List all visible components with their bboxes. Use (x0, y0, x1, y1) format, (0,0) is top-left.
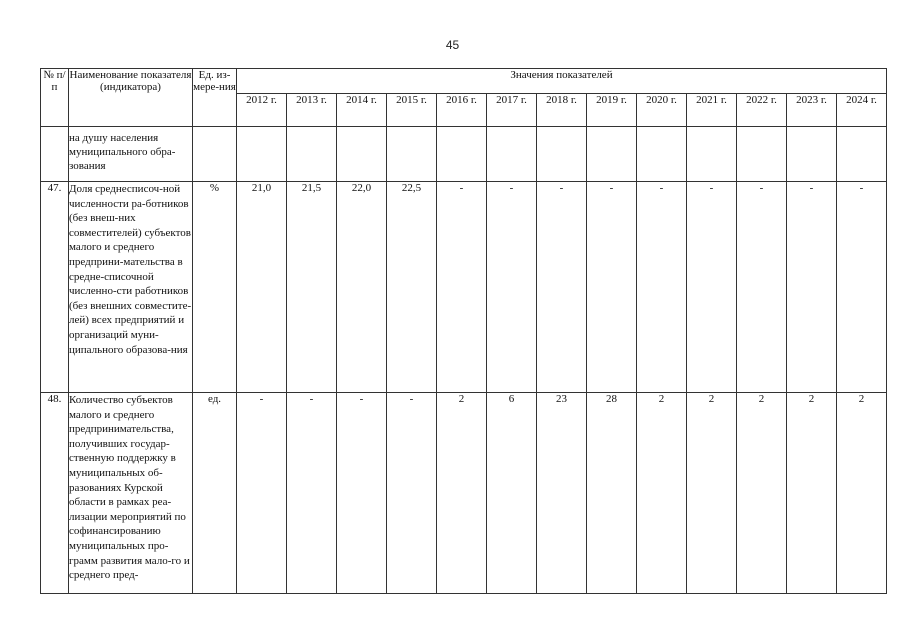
value-cell (437, 127, 487, 182)
value-cell: - (837, 182, 887, 393)
value-cell: 23 (537, 393, 587, 594)
indicator-name: на душу населения муниципального обра-зования (69, 127, 193, 182)
value-cell: 2 (787, 393, 837, 594)
value-cell (237, 127, 287, 182)
value-cell: - (787, 182, 837, 393)
table-row (41, 127, 887, 182)
value-cell: 22,5 (387, 182, 437, 393)
unit-of-measure: ед. (193, 393, 237, 594)
table-row (41, 393, 887, 594)
header-year: 2017 г. (487, 94, 537, 127)
value-cell: 22,0 (337, 182, 387, 393)
value-cell: - (687, 182, 737, 393)
value-cell: 6 (487, 393, 537, 594)
value-cell: - (337, 393, 387, 594)
unit-of-measure: % (193, 182, 237, 393)
header-year: 2015 г. (387, 94, 437, 127)
header-year: 2022 г. (737, 94, 787, 127)
value-cell: 2 (687, 393, 737, 594)
value-cell (487, 127, 537, 182)
header-year: 2019 г. (587, 94, 637, 127)
header-year: 2024 г. (837, 94, 887, 127)
row-number (41, 127, 69, 182)
value-cell: 21,0 (237, 182, 287, 393)
header-year: 2013 г. (287, 94, 337, 127)
value-cell: 28 (587, 393, 637, 594)
value-cell (837, 127, 887, 182)
value-cell: 2 (637, 393, 687, 594)
value-cell: 2 (837, 393, 887, 594)
row-number: 47. (41, 182, 69, 393)
indicator-name: Количество субъектов малого и среднего предпринимательства, получивших государ-ственную поддержку в муниципальных об-разованиях Курской области в рамках реа-лизации мероприятий по софинансированию муниципальных про-грамм развития мало-го и среднего пред- (69, 393, 193, 594)
header-year: 2012 г. (237, 94, 287, 127)
row-number: 48. (41, 393, 69, 594)
header-year: 2023 г. (787, 94, 837, 127)
value-cell: - (287, 393, 337, 594)
value-cell (787, 127, 837, 182)
value-cell: - (737, 182, 787, 393)
value-cell (387, 127, 437, 182)
table-row (41, 182, 887, 393)
value-cell: - (587, 182, 637, 393)
value-cell: 2 (737, 393, 787, 594)
header-year: 2021 г. (687, 94, 737, 127)
value-cell: - (237, 393, 287, 594)
header-values-group: Значения показателей (237, 69, 887, 94)
unit-of-measure (193, 127, 237, 182)
header-unit: Ед. из-мере-ния (193, 69, 237, 127)
value-cell: - (637, 182, 687, 393)
value-cell: 21,5 (287, 182, 337, 393)
value-cell (637, 127, 687, 182)
value-cell (287, 127, 337, 182)
indicators-table (40, 68, 887, 594)
header-num: № п/п (41, 69, 69, 127)
value-cell: - (387, 393, 437, 594)
value-cell (737, 127, 787, 182)
value-cell (537, 127, 587, 182)
header-year: 2018 г. (537, 94, 587, 127)
value-cell (687, 127, 737, 182)
header-year: 2016 г. (437, 94, 487, 127)
header-year: 2020 г. (637, 94, 687, 127)
value-cell (587, 127, 637, 182)
page-number: 45 (445, 38, 460, 52)
value-cell: - (437, 182, 487, 393)
indicator-name: Доля среднесписоч-ной численности ра-ботников (без внеш-них совместителей) субъектов малого и среднего предприни-мательства в средне-списочной численно-сти работников (без внешних совместите-лей) всех предприятий и организаций муни-ципального образова-ния (69, 182, 193, 393)
value-cell (337, 127, 387, 182)
value-cell: 2 (437, 393, 487, 594)
value-cell: - (487, 182, 537, 393)
value-cell: - (537, 182, 587, 393)
header-year: 2014 г. (337, 94, 387, 127)
header-name: Наименование показателя (индикатора) (69, 69, 193, 127)
